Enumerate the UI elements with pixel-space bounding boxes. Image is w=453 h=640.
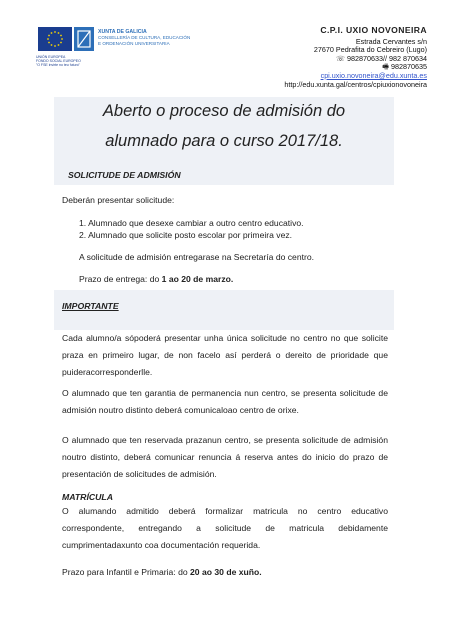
matricula-deadline-dates: 20 ao 30 de xuño. [190,567,262,577]
solicitude-where: A solicitude de admisión entregarase na Secretaría do centro. [79,252,315,262]
letterhead [0,0,453,95]
xunta-name: XUNTA DE GALICIA [98,29,147,35]
xunta-emblem-icon [74,27,94,51]
matricula-paragraph: O alumando admitido deberá formalizar matricula no centro educativo correspondente, entregando a solicitude de matricula debidamente cumprimentadaxunto coa documentación requerida. [62,506,388,550]
solicitude-deadline-label: Prazo de entrega: do [79,274,162,284]
school-name: C.P.I. UXIO NOVONEIRA [320,25,427,35]
school-fax: 🖷 982870635 [382,62,427,72]
school-address-line-1: Estrada Cervantes s/n [355,36,427,46]
solicitude-intro: Deberán presentar solicitude: [62,195,175,205]
solicitude-deadline [79,274,233,284]
school-phone: ☏ 982870633// 982 870634 [336,53,427,63]
xunta-logo-text [98,30,198,46]
matricula-heading: MATRÍCULA [62,492,113,502]
matricula-deadline-label: Prazo para Infantil e Primaria: do [62,567,191,577]
page-title-line-2: alumnado para o curso 2017/18. [105,132,343,150]
importante-paragraph-1: Cada alumno/a sópoderá presentar unha única solicitude no centro no que solicite praza en primeiro lugar, de non facelo así perderá o dereito de prioridade que puideracorresponderlle. [62,333,388,377]
eu-logo-text: UNIÓN EUROPEA FONDO SOCIAL EUROPEO "O FSE invirte no teu futuro" [36,55,81,68]
importante-heading: IMPORTANTE [62,301,119,311]
eu-flag-logo [38,27,72,51]
importante-paragraph-3: O alumnado que ten reservada prazanun centro, se presenta solicitude de admisión noutro distinto, deberá comunicar renuncia á reserva antes do inicio do prazo de presentación de solicitudes de admisión. [62,435,388,479]
matricula-deadline [62,567,262,577]
xunta-dept-line-2: E ORDENACIÓN UNIVERSITARIA [98,40,170,46]
importante-paragraph-2: O alumnado que ten garantia de permanencia nun centro, se presenta solicitude de admisión noutro distinto deberá comunicaloao centro de orixe. [62,388,388,415]
school-address-line-2: 27670 Pedrafita do Cebreiro (Lugo) [313,45,427,55]
title-banner [54,97,394,165]
solicitude-deadline-dates: 1 ao 20 de marzo. [161,274,234,284]
xunta-dept-line-1: CONSELLERÍA DE CULTURA, EDUCACIÓN [98,35,191,41]
xunta-logo [74,27,94,51]
page-title-line-1: Aberto o proceso de admisión do [102,102,346,120]
solicitude-heading: SOLICITUDE DE ADMISIÓN [68,170,181,180]
solicitude-list-item: 2. Alumnado que solicite posto escolar por primeira vez. [79,230,293,240]
eu-stars-icon [38,27,72,51]
school-email-link[interactable]: cpi.uxio.novoneira@edu.xunta.es [320,70,427,80]
school-website[interactable]: http://edu.xunta.gal/centros/cpiuxionovoneira [284,79,427,89]
school-contact-block [284,26,427,89]
solicitude-list-item: 1. Alumnado que desexe cambiar a outro centro educativo. [79,218,304,228]
